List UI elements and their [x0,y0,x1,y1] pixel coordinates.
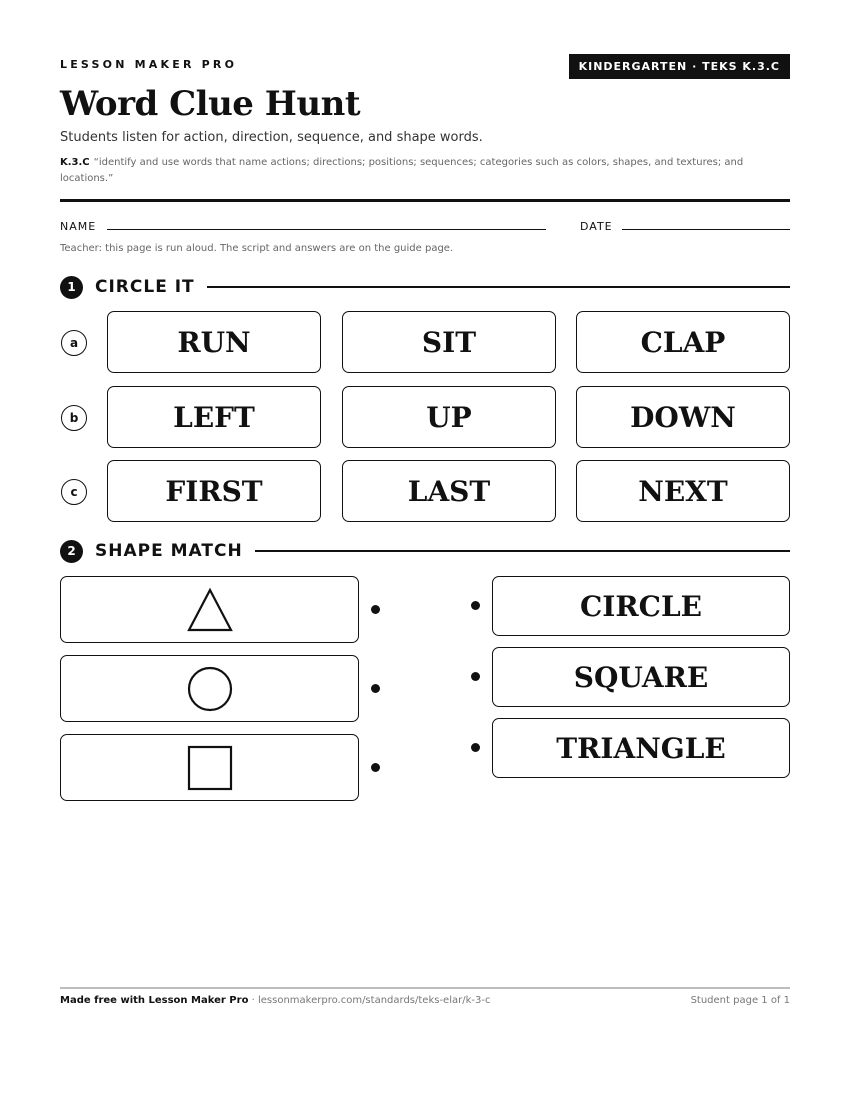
match-dot[interactable] [371,763,380,772]
footer-url[interactable]: · lessonmakerpro.com/standards/teks-elar/k-3-c [248,995,491,1006]
name-field[interactable] [107,229,546,230]
header-divider [60,199,790,202]
section-title: SHAPE MATCH [95,541,243,561]
word-card[interactable]: NEXT [576,460,790,522]
word-card[interactable]: UP [342,386,556,448]
worksheet-page [60,0,790,1100]
section-title: CIRCLE IT [95,277,195,297]
brand-name: LESSON MAKER PRO [60,58,238,71]
circle-row-c [60,460,790,522]
standard-code: K.3.C [60,157,90,168]
match-dot[interactable] [471,601,480,610]
date-label: DATE [580,220,613,233]
word-card[interactable]: LAST [342,460,556,522]
section-circle-it-header [60,275,790,299]
section-divider [207,286,790,288]
match-dot[interactable] [471,743,480,752]
circle-icon [186,665,234,713]
match-dot[interactable] [371,605,380,614]
word-card[interactable]: SIT [342,311,556,373]
shape-word-card[interactable]: TRIANGLE [492,718,790,778]
grade-standard-badge: KINDERGARTEN · TEKS K.3.C [569,54,790,79]
match-dot[interactable] [471,672,480,681]
footer-made-with: Made free with Lesson Maker Pro [60,995,249,1006]
name-label: NAME [60,220,97,233]
section-number: 2 [60,540,83,563]
word-card[interactable]: RUN [107,311,321,373]
standard-description [60,155,780,187]
footer-page-number: Student page 1 of 1 [690,995,790,1006]
teacher-note: Teacher: this page is run aloud. The script and answers are on the guide page. [60,243,454,254]
triangle-icon [186,587,234,633]
row-letter: a [61,330,87,356]
match-dot[interactable] [371,684,380,693]
shape-word-card[interactable]: SQUARE [492,647,790,707]
section-shape-match-header [60,539,790,563]
word-card[interactable]: CLAP [576,311,790,373]
footer-credit [60,995,490,1006]
word-card[interactable]: FIRST [107,460,321,522]
footer-divider [60,987,790,989]
standard-text: “identify and use words that name actions; directions; positions; sequences; categories such as colors, shapes, and textures; and locations.” [60,157,744,184]
word-card[interactable]: DOWN [576,386,790,448]
shape-card-square[interactable] [60,734,359,801]
section-number: 1 [60,276,83,299]
row-letter: c [61,479,87,505]
word-card[interactable]: LEFT [107,386,321,448]
shape-word-card[interactable]: CIRCLE [492,576,790,636]
date-field[interactable] [622,229,790,230]
circle-row-b [60,386,790,448]
shape-card-triangle[interactable] [60,576,359,643]
section-divider [255,550,790,552]
circle-row-a [60,311,790,373]
square-icon [187,745,233,791]
row-letter: b [61,405,87,431]
shape-card-circle[interactable] [60,655,359,722]
page-title: Word Clue Hunt [60,84,361,124]
page-subtitle: Students listen for action, direction, sequence, and shape words. [60,130,483,145]
